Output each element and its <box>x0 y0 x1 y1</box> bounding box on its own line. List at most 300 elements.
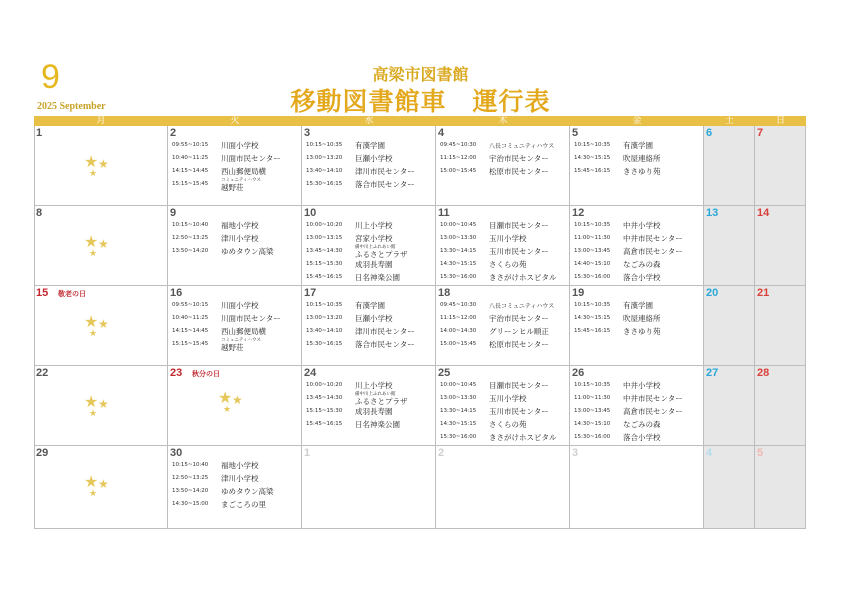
day-cell <box>302 206 436 286</box>
weekday-header: 水 <box>302 116 436 126</box>
stop-time: 15:15~15:45 <box>172 181 209 187</box>
stop-place: 松原市民センター <box>489 167 549 176</box>
stop-place: 福地小学校 <box>221 221 259 230</box>
stop-time: 15:15~15:45 <box>172 341 209 347</box>
day-cell <box>704 366 755 446</box>
stop-place <box>221 338 261 352</box>
schedule-row <box>172 245 300 258</box>
schedule-row <box>172 325 300 338</box>
stop-place: 目瀬市民センター <box>489 221 549 230</box>
day-number: 5 <box>757 447 764 459</box>
star-icon: ★ <box>84 392 99 411</box>
day-cell <box>302 366 436 446</box>
holiday-name: 秋分の日 <box>192 370 220 378</box>
stop-place: 西山郵便局横 <box>221 327 266 336</box>
day-cell <box>302 446 436 529</box>
stop-place: 玉川小学校 <box>489 394 527 403</box>
schedule-row <box>306 418 434 431</box>
stop-place: 玉川小学校 <box>489 234 527 243</box>
star-icon: ★ <box>98 157 109 171</box>
schedule-list <box>574 219 702 284</box>
schedule-list <box>574 379 702 444</box>
day-number: 5 <box>572 127 579 139</box>
stop-time: 09:45~10:30 <box>440 302 477 308</box>
stop-place: 八長コミュニティハウス <box>489 303 555 310</box>
schedule-list <box>574 139 702 178</box>
schedule-row <box>172 299 300 312</box>
stop-place: 川面市民センター <box>221 314 281 323</box>
schedule-row <box>574 219 702 232</box>
stop-place: 津川小学校 <box>221 474 259 483</box>
weekday-header: 月 <box>34 116 168 126</box>
schedule-row <box>306 152 434 165</box>
day-number: 17 <box>304 287 317 299</box>
stop-place: 日名神楽公園 <box>355 273 400 282</box>
schedule-row <box>440 219 568 232</box>
stop-time: 13:30~14:15 <box>440 408 477 414</box>
star-icon: ★ <box>98 477 109 491</box>
stop-time: 10:15~10:40 <box>172 222 209 228</box>
schedule-row <box>440 139 568 152</box>
stop-time: 13:00~13:30 <box>440 235 477 241</box>
stop-place: 有漢学園 <box>355 301 385 310</box>
day-number: 1 <box>36 127 43 139</box>
day-number: 25 <box>438 367 451 379</box>
stop-time: 09:45~10:30 <box>440 142 477 148</box>
star-icon: ★ <box>98 317 109 331</box>
schedule-row <box>440 165 568 178</box>
schedule-list <box>440 139 568 178</box>
day-cell <box>704 446 755 529</box>
day-number: 1 <box>304 447 311 459</box>
stop-time: 12:50~13:25 <box>172 475 209 481</box>
schedule-row <box>172 459 300 472</box>
stop-time: 15:15~15:30 <box>306 261 343 267</box>
stop-time: 11:15~12:00 <box>440 315 477 321</box>
day-number: 10 <box>304 207 317 219</box>
stop-time: 10:15~10:35 <box>574 302 611 308</box>
stop-place: 成羽長寿園 <box>355 407 393 416</box>
schedule-row <box>574 165 702 178</box>
schedule-row <box>172 485 300 498</box>
stop-time: 15:30~16:15 <box>306 181 343 187</box>
stop-time: 14:30~15:15 <box>574 315 611 321</box>
schedule-row <box>306 178 434 191</box>
day-number: 13 <box>706 207 719 219</box>
day-cell <box>755 126 806 206</box>
stop-time: 14:15~14:45 <box>172 328 209 334</box>
stop-time: 13:40~14:10 <box>306 168 343 174</box>
schedule-row <box>574 379 702 392</box>
stop-place: 吹屋連絡所 <box>623 314 661 323</box>
star-icon: ★ <box>84 472 99 491</box>
stop-time: 15:30~16:00 <box>574 434 611 440</box>
weekday-header: 木 <box>436 116 570 126</box>
stop-time: 15:45~16:15 <box>574 328 611 334</box>
stop-time: 14:30~15:15 <box>440 421 477 427</box>
stop-time: 10:40~11:25 <box>172 315 209 321</box>
weekday-header: 土 <box>704 116 755 126</box>
stars-decoration <box>84 312 124 346</box>
schedule-row <box>440 431 568 444</box>
stop-time: 15:00~15:45 <box>440 341 477 347</box>
stop-time: 13:00~13:20 <box>306 155 343 161</box>
day-number: 22 <box>36 367 49 379</box>
day-number: 29 <box>36 447 49 459</box>
stop-place: 日名神楽公園 <box>355 420 400 429</box>
day-cell <box>436 286 570 366</box>
day-cell <box>436 366 570 446</box>
stop-place-name: ふるさとプラザ <box>355 250 408 259</box>
star-icon: ★ <box>89 329 98 339</box>
star-icon: ★ <box>84 312 99 331</box>
schedule-row <box>574 258 702 271</box>
day-cell <box>302 126 436 206</box>
day-number: 4 <box>438 127 445 139</box>
stop-place: 玉川市民センター <box>489 407 549 416</box>
stop-place-name: ふるさとプラザ <box>355 397 408 406</box>
holiday-name: 敬老の日 <box>58 290 86 298</box>
stop-place: 有漢学園 <box>623 301 653 310</box>
day-cell <box>755 366 806 446</box>
day-number: 23 <box>170 367 183 379</box>
schedule-row <box>306 312 434 325</box>
day-cell <box>704 126 755 206</box>
day-number: 4 <box>706 447 713 459</box>
schedule-row <box>172 498 300 511</box>
stop-time: 12:50~13:25 <box>172 235 209 241</box>
stop-place: 高倉市民センター <box>623 407 683 416</box>
schedule-row <box>306 338 434 351</box>
schedule-list <box>306 139 434 191</box>
schedule-list <box>172 299 300 351</box>
stop-place: 中井小学校 <box>623 381 661 390</box>
stop-time: 15:45~16:15 <box>306 274 343 280</box>
day-number: 12 <box>572 207 585 219</box>
day-cell <box>168 446 302 529</box>
schedule-row <box>306 165 434 178</box>
stop-place: 玉川市民センター <box>489 247 549 256</box>
stop-time: 15:45~16:15 <box>306 421 343 427</box>
stop-place: ゆめタウン高梁 <box>221 247 274 256</box>
stop-place-sub: 備中川上ふれあい館 <box>355 392 396 397</box>
stop-time: 13:00~13:30 <box>440 395 477 401</box>
day-cell <box>755 446 806 529</box>
day-cell <box>704 206 755 286</box>
schedule-row <box>172 232 300 245</box>
schedule-row <box>172 165 300 178</box>
day-cell <box>570 286 704 366</box>
day-cell <box>34 206 168 286</box>
stop-time: 15:30~16:15 <box>306 341 343 347</box>
schedule-row <box>306 232 434 245</box>
stop-place-sub: コミュニティハウス <box>221 338 261 343</box>
day-number: 26 <box>572 367 585 379</box>
stop-place: なごみの森 <box>623 260 661 269</box>
stop-place: まごころの里 <box>221 500 266 509</box>
stop-time: 13:00~13:45 <box>574 408 611 414</box>
day-cell <box>34 366 168 446</box>
stop-time: 15:30~16:00 <box>574 274 611 280</box>
stop-time: 10:15~10:35 <box>574 382 611 388</box>
schedule-row <box>440 379 568 392</box>
schedule-list <box>172 459 300 511</box>
stop-time: 13:30~14:15 <box>440 248 477 254</box>
stars-decoration <box>84 472 124 506</box>
stop-time: 14:00~14:30 <box>440 328 477 334</box>
page-title: 移動図書館車 運行表 <box>290 87 551 116</box>
day-number: 28 <box>757 367 770 379</box>
stop-time: 09:55~10:15 <box>172 142 209 148</box>
stop-place: 巨瀬小学校 <box>355 154 393 163</box>
schedule-row <box>306 392 434 405</box>
day-number: 21 <box>757 287 770 299</box>
day-number: 9 <box>170 207 177 219</box>
schedule-row <box>440 392 568 405</box>
stop-place: きさがけホスピタル <box>489 273 557 282</box>
star-icon: ★ <box>89 249 98 259</box>
stop-time: 13:50~14:20 <box>172 488 209 494</box>
schedule-row <box>306 405 434 418</box>
schedule-row <box>306 139 434 152</box>
stop-place: 川面小学校 <box>221 141 259 150</box>
schedule-row <box>306 258 434 271</box>
day-number: 2 <box>170 127 177 139</box>
stars-decoration <box>218 388 258 422</box>
stop-place-name: 越野荘 <box>221 183 244 192</box>
schedule-row <box>440 405 568 418</box>
stop-time: 11:00~11:30 <box>574 235 611 241</box>
stop-place: 津川市民センター <box>355 167 415 176</box>
schedule-row <box>172 312 300 325</box>
stop-place: ゆめタウン高梁 <box>221 487 274 496</box>
schedule-row <box>574 325 702 338</box>
schedule-row <box>440 418 568 431</box>
schedule-row <box>306 299 434 312</box>
stop-place: 津川市民センター <box>355 327 415 336</box>
stop-time: 13:00~13:45 <box>574 248 611 254</box>
stop-time: 09:55~10:15 <box>172 302 209 308</box>
schedule-row <box>440 325 568 338</box>
day-cell <box>168 366 302 446</box>
stop-place: 松原市民センター <box>489 340 549 349</box>
stop-time: 14:30~15:15 <box>574 155 611 161</box>
stop-time: 15:30~16:00 <box>440 274 477 280</box>
calendar-grid <box>34 116 806 529</box>
day-number: 19 <box>572 287 585 299</box>
day-cell <box>436 206 570 286</box>
stop-place: なごみの森 <box>623 420 661 429</box>
day-number: 14 <box>757 207 770 219</box>
day-number: 15 <box>36 287 49 299</box>
schedule-row <box>172 219 300 232</box>
stop-place: 目瀬市民センター <box>489 381 549 390</box>
stop-time: 15:30~16:00 <box>440 434 477 440</box>
stop-time: 10:40~11:25 <box>172 155 209 161</box>
stop-place <box>355 392 408 406</box>
schedule-list <box>440 299 568 351</box>
stop-time: 14:30~15:10 <box>574 421 611 427</box>
star-icon: ★ <box>223 405 232 415</box>
schedule-row <box>306 271 434 284</box>
schedule-row <box>306 379 434 392</box>
stop-place-sub: 備中川上ふれあい館 <box>355 245 396 250</box>
schedule-list <box>306 379 434 431</box>
stop-place: きさがけホスピタル <box>489 433 557 442</box>
schedule-row <box>574 139 702 152</box>
schedule-row <box>172 139 300 152</box>
star-icon: ★ <box>89 489 98 499</box>
stop-place: 落合小学校 <box>623 433 661 442</box>
stop-place: 落合市民センター <box>355 340 415 349</box>
stars-decoration <box>84 232 124 266</box>
day-cell <box>34 126 168 206</box>
schedule-list <box>306 219 434 284</box>
stop-time: 13:00~13:15 <box>306 235 343 241</box>
stop-time: 13:50~14:20 <box>172 248 209 254</box>
day-cell <box>436 126 570 206</box>
schedule-list <box>574 299 702 338</box>
schedule-row <box>574 431 702 444</box>
schedule-row <box>440 312 568 325</box>
stop-place: 中井市民センター <box>623 394 683 403</box>
stop-place: さくらの苑 <box>489 260 527 269</box>
stop-place: さくらの苑 <box>489 420 527 429</box>
schedule-row <box>306 245 434 258</box>
day-cell <box>570 446 704 529</box>
schedule-row <box>574 418 702 431</box>
star-icon: ★ <box>98 237 109 251</box>
schedule-row <box>574 271 702 284</box>
stop-time: 11:00~11:30 <box>574 395 611 401</box>
stop-time: 10:00~10:20 <box>306 222 343 228</box>
library-name: 高梁市図書館 <box>372 65 469 84</box>
stop-time: 10:00~10:45 <box>440 222 477 228</box>
star-icon: ★ <box>84 232 99 251</box>
day-number: 24 <box>304 367 317 379</box>
schedule-list <box>306 299 434 351</box>
schedule-row <box>306 219 434 232</box>
day-cell <box>168 286 302 366</box>
weekday-header: 火 <box>168 116 302 126</box>
star-icon: ★ <box>232 393 243 407</box>
stop-time: 14:15~14:45 <box>172 168 209 174</box>
stop-time: 10:15~10:35 <box>306 142 343 148</box>
day-cell <box>302 286 436 366</box>
stop-time: 13:00~13:20 <box>306 315 343 321</box>
stop-place: 落合小学校 <box>623 273 661 282</box>
day-cell <box>34 446 168 529</box>
schedule-row <box>574 405 702 418</box>
stop-place: 川上小学校 <box>355 381 393 390</box>
stop-place: 吹屋連絡所 <box>623 154 661 163</box>
stop-place: きさゆり苑 <box>623 327 661 336</box>
stop-place: 宮家小学校 <box>355 234 393 243</box>
day-number: 20 <box>706 287 719 299</box>
stop-place: 川面小学校 <box>221 301 259 310</box>
day-cell <box>570 126 704 206</box>
stop-time: 11:15~12:00 <box>440 155 477 161</box>
stop-place: 宇治市民センター <box>489 314 549 323</box>
day-number: 27 <box>706 367 719 379</box>
stop-place <box>221 178 261 192</box>
star-icon: ★ <box>84 152 99 171</box>
day-number: 7 <box>757 127 764 139</box>
schedule-row <box>172 178 300 191</box>
schedule-row <box>574 232 702 245</box>
stop-time: 13:40~14:10 <box>306 328 343 334</box>
stop-place: きさゆり苑 <box>623 167 661 176</box>
stop-place: 有漢学園 <box>355 141 385 150</box>
stop-place: 川面市民センター <box>221 154 281 163</box>
stop-place-name: 越野荘 <box>221 343 244 352</box>
stop-place: 福地小学校 <box>221 461 259 470</box>
stop-place: 津川小学校 <box>221 234 259 243</box>
schedule-row <box>306 325 434 338</box>
stop-place: 巨瀬小学校 <box>355 314 393 323</box>
day-number: 6 <box>706 127 713 139</box>
stop-place: 高倉市民センター <box>623 247 683 256</box>
stop-place: 川上小学校 <box>355 221 393 230</box>
stop-time: 14:30~15:15 <box>440 261 477 267</box>
stop-place-sub: コミュニティハウス <box>221 178 261 183</box>
stop-time: 14:40~15:10 <box>574 261 611 267</box>
stop-time: 10:00~10:45 <box>440 382 477 388</box>
schedule-row <box>440 258 568 271</box>
schedule-row <box>440 338 568 351</box>
schedule-row <box>574 245 702 258</box>
day-number: 2 <box>438 447 445 459</box>
star-icon: ★ <box>89 169 98 179</box>
month-number: 9 <box>41 58 60 96</box>
stop-place: 中井市民センター <box>623 234 683 243</box>
schedule-row <box>172 338 300 351</box>
schedule-row <box>440 245 568 258</box>
stop-place: 宇治市民センター <box>489 154 549 163</box>
schedule-list <box>172 139 300 191</box>
star-icon: ★ <box>98 397 109 411</box>
schedule-row <box>574 299 702 312</box>
stop-time: 13:45~14:30 <box>306 395 343 401</box>
schedule-list <box>440 219 568 284</box>
stop-place: グリーンヒル順正 <box>489 327 549 336</box>
day-cell <box>755 206 806 286</box>
star-icon: ★ <box>89 409 98 419</box>
stop-place: 有漢学園 <box>623 141 653 150</box>
day-cell <box>34 286 168 366</box>
stop-place: 成羽長寿園 <box>355 260 393 269</box>
schedule-row <box>172 152 300 165</box>
day-number: 11 <box>438 207 450 219</box>
schedule-row <box>440 271 568 284</box>
day-number: 18 <box>438 287 451 299</box>
star-icon: ★ <box>218 388 233 407</box>
schedule-row <box>172 472 300 485</box>
schedule-row <box>440 299 568 312</box>
stop-place <box>355 245 408 259</box>
stop-time: 13:45~14:30 <box>306 248 343 254</box>
day-cell <box>168 206 302 286</box>
day-number: 8 <box>36 207 43 219</box>
day-number: 3 <box>572 447 579 459</box>
schedule-row <box>440 232 568 245</box>
day-cell <box>755 286 806 366</box>
stop-time: 10:15~10:35 <box>306 302 343 308</box>
stop-time: 15:00~15:45 <box>440 168 477 174</box>
day-number: 30 <box>170 447 183 459</box>
stop-place: 八長コミュニティハウス <box>489 143 555 150</box>
weekday-header: 金 <box>570 116 704 126</box>
